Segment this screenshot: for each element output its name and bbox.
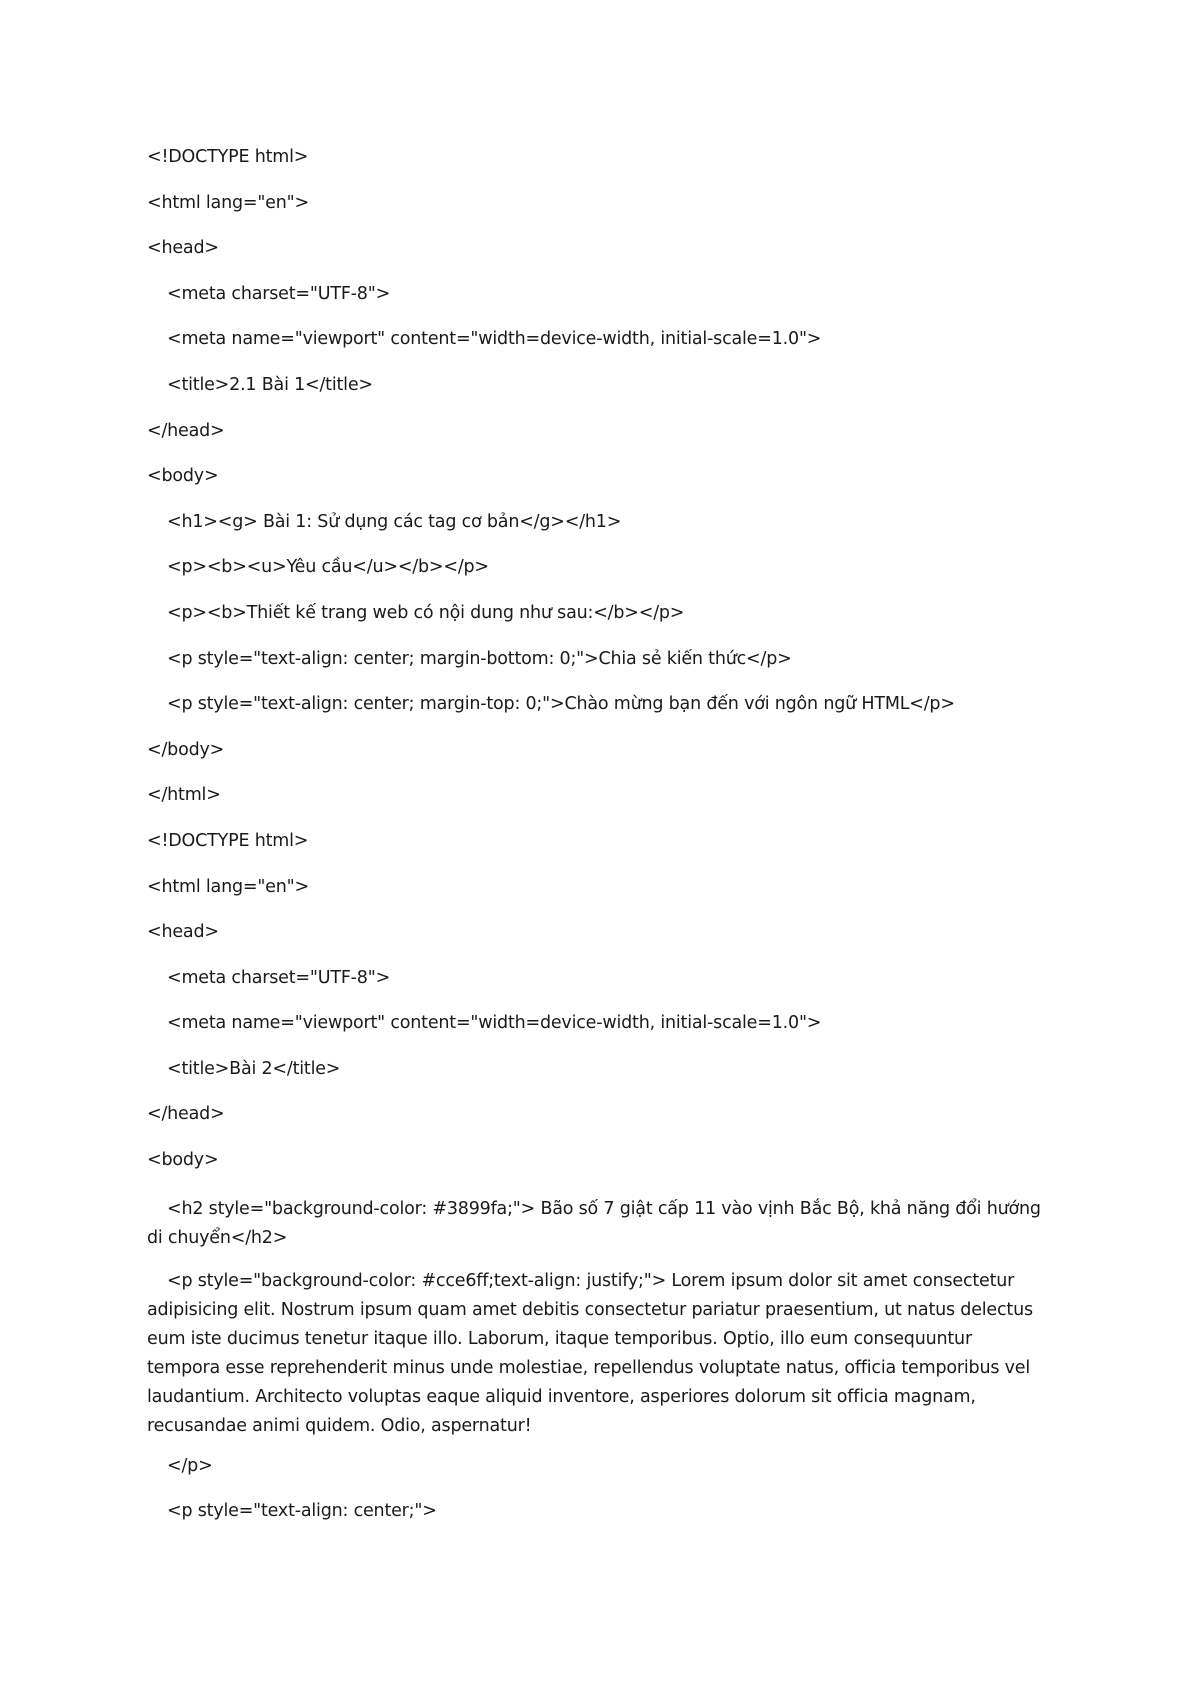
code-line: <body> [147,466,219,487]
code-line: <p style="text-align: center;"> [167,1501,437,1522]
code-line: <meta charset="UTF-8"> [167,283,391,304]
code-line: <title>2.1 Bài 1</title> [167,374,373,395]
code-line: <head> [147,238,219,259]
code-paragraph: <h2 style="background-color: #3899fa;"> Bão số 7 giật cấp 11 vào vịnh Bắc Bộ, khả năng đổi hướng di chuyển</h2> [147,1198,1041,1248]
code-line: <p><b>Thiết kế trang web có nội dung như sau:</b></p> [167,602,685,623]
code-line: </head> [147,420,225,441]
code-line: </head> [147,1104,225,1125]
code-line: </p> [167,1455,213,1476]
code-line: <p style="text-align: center; margin-bottom: 0;">Chia sẻ kiến thức</p> [167,648,792,669]
code-line: <head> [147,922,219,943]
code-line: <h1><g> Bài 1: Sử dụng các tag cơ bản</g></h1> [167,511,622,532]
code-listing [147,146,1047,1546]
code-line: <meta name="viewport" content="width=device-width, initial-scale=1.0"> [167,329,822,350]
code-line: <!DOCTYPE html> [147,830,309,851]
code-line: </body> [147,739,225,760]
code-line: <title>Bài 2</title> [167,1058,341,1079]
code-paragraph: <p style="background-color: #cce6ff;text-align: justify;"> Lorem ipsum dolor sit amet consectetur adipisicing elit. Nostrum ipsum quam amet debitis consectetur pariatur praesentium, ut natus delectus eum iste ducimus tenetur itaque illo. Laborum, itaque temporibus. Optio, illo eum consequuntur tempora esse reprehenderit minus unde molestiae, repellendus voluptate natus, officia temporibus vel laudantium. Architecto voluptas eaque aliquid inventore, asperiores dolorum sit officia magnam, recusandae animi quidem. Odio, aspernatur! [147,1270,1033,1436]
code-line: <html lang="en"> [147,876,309,897]
code-line: <p style="text-align: center; margin-top: 0;">Chào mừng bạn đến với ngôn ngữ HTML</p> [167,694,955,715]
code-line: <html lang="en"> [147,192,309,213]
code-line: <meta charset="UTF-8"> [167,967,391,988]
code-line: <meta name="viewport" content="width=device-width, initial-scale=1.0"> [167,1013,822,1034]
code-line: <!DOCTYPE html> [147,147,309,167]
code-line: <p><b><u>Yêu cầu</u></b></p> [167,557,489,578]
code-line: <body> [147,1150,219,1171]
code-line: </html> [147,785,221,806]
